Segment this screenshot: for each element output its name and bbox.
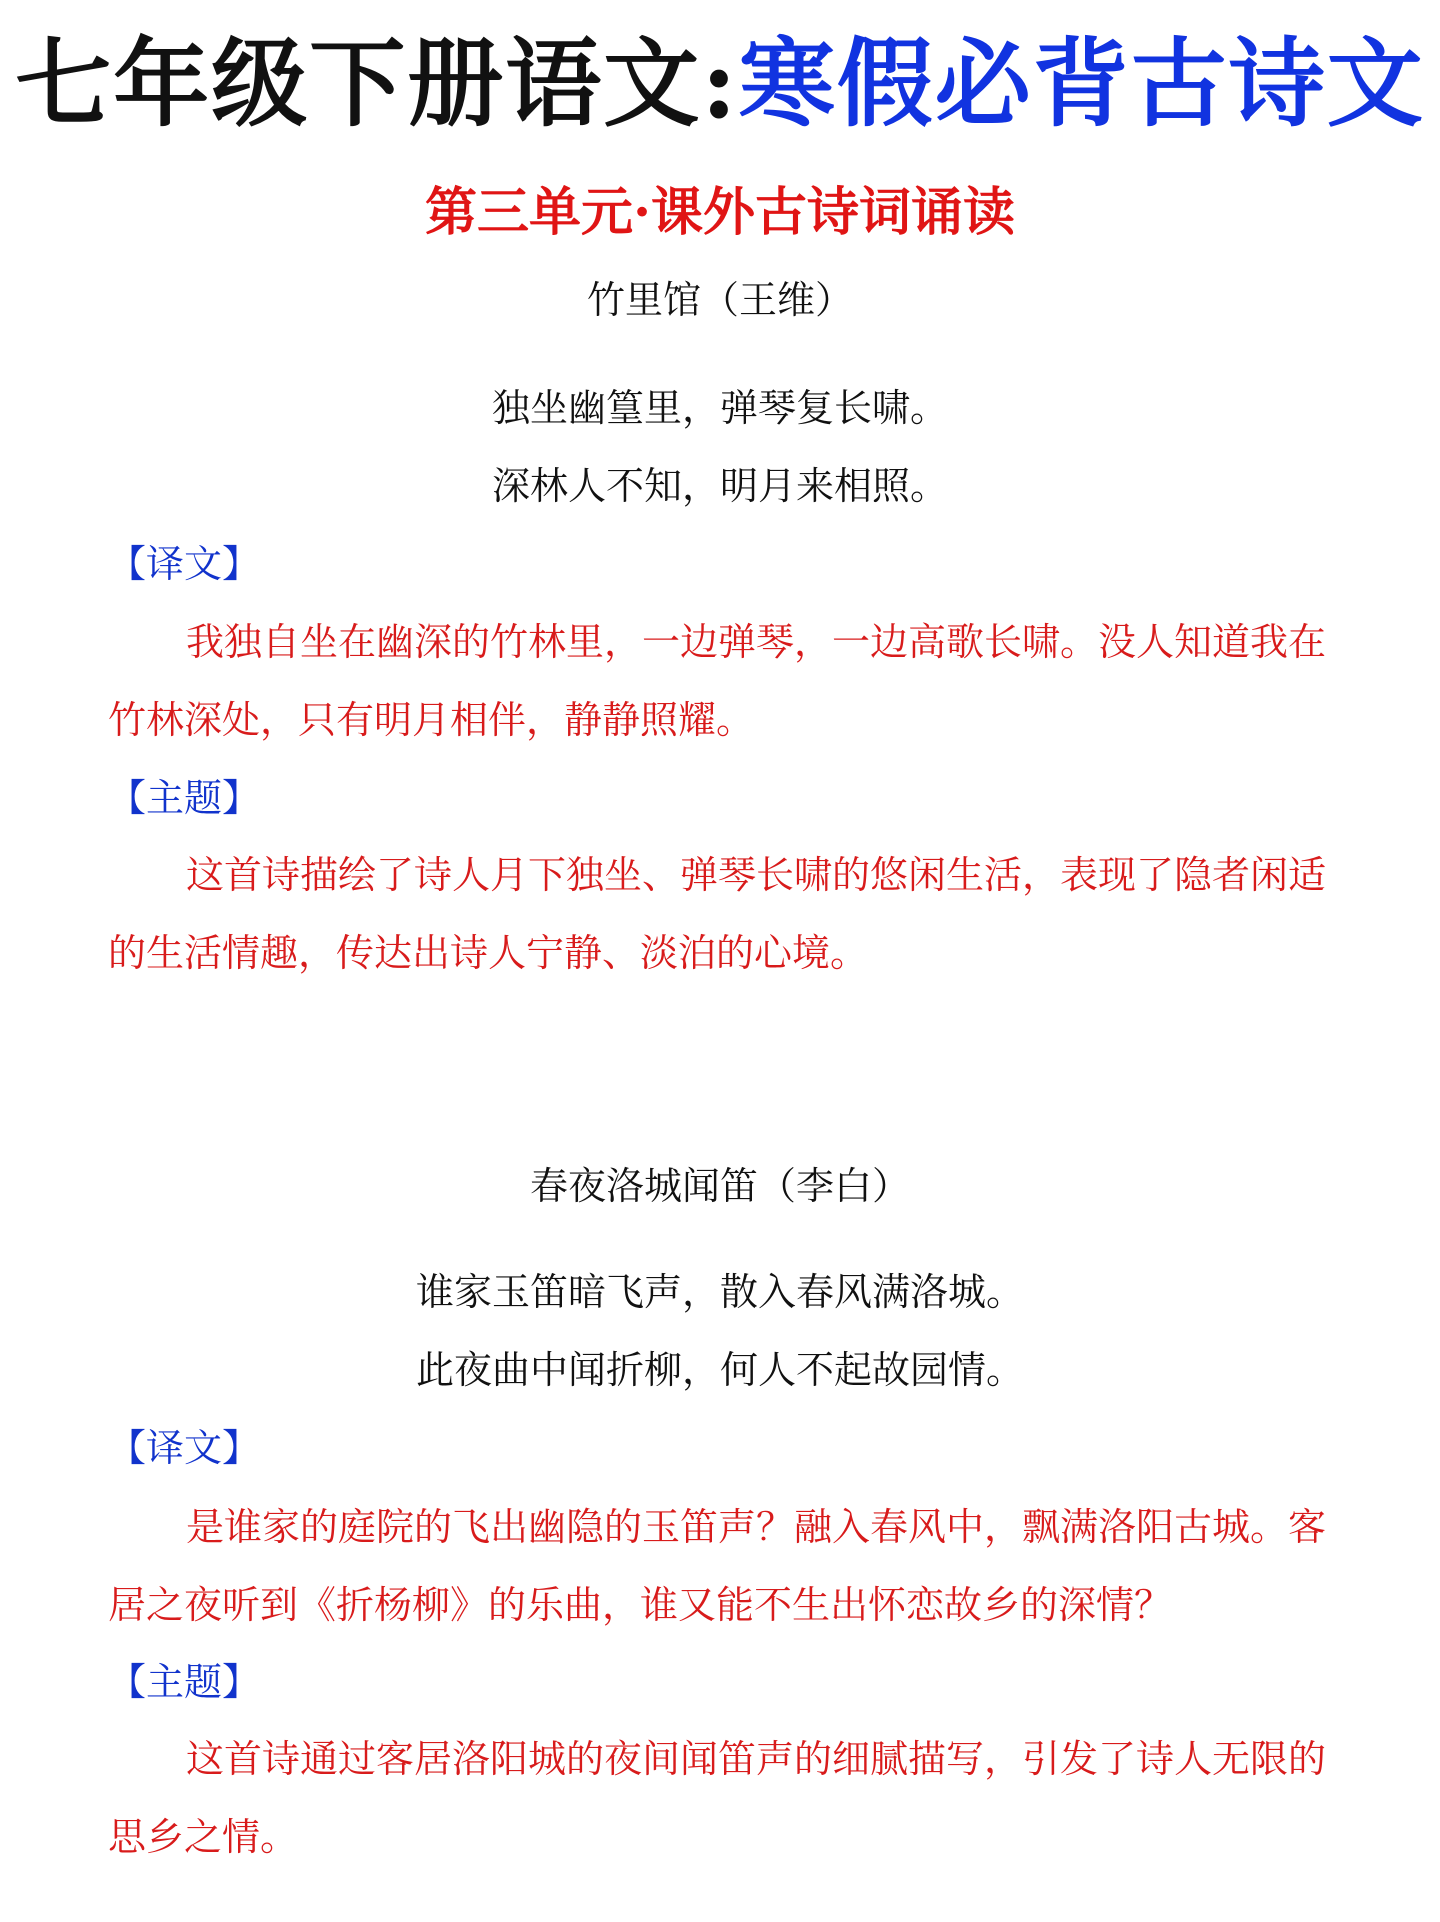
page-title-black-part: 七年级下册语文:: [15, 27, 739, 140]
translation-label: 【译文】: [108, 542, 261, 586]
page-title: [0, 24, 1440, 144]
translation-text: 是谁家的庭院的飞出幽隐的玉笛声？融入春风中，飘满洛阳古城。客居之夜听到《折杨柳》的乐曲，谁又能不生出怀恋故乡的深情？: [108, 1505, 1327, 1627]
theme-label: 【主题】: [108, 1660, 261, 1704]
unit-subtitle: 第三单元·课外古诗词诵读: [424, 182, 1016, 243]
poem-line: 深林人不知，明月来相照。: [491, 464, 948, 508]
translation-text: 我独自坐在幽深的竹林里，一边弹琴，一边高歌长啸。没人知道我在竹林深处，只有明月相伴，静静照耀。: [108, 620, 1327, 742]
theme-label: 【主题】: [108, 776, 261, 820]
page-title-blue-part: 寒假必背古诗文: [738, 27, 1425, 140]
poem-title: 竹里馆（王维）: [586, 278, 853, 322]
theme-text: 这首诗通过客居洛阳城的夜间闻笛声的细腻描写，引发了诗人无限的思乡之情。: [108, 1737, 1327, 1859]
poem-title: 春夜洛城闻笛（李白）: [529, 1164, 910, 1208]
poem-line: 独坐幽篁里，弹琴复长啸。: [491, 386, 948, 430]
poem-line: 谁家玉笛暗飞声，散入春风满洛城。: [415, 1270, 1024, 1314]
theme-text: 这首诗描绘了诗人月下独坐、弹琴长啸的悠闲生活，表现了隐者闲适的生活情趣，传达出诗人宁静、淡泊的心境。: [108, 853, 1327, 975]
translation-label: 【译文】: [108, 1426, 261, 1470]
poem-line: 此夜曲中闻折柳，何人不起故园情。: [415, 1348, 1024, 1392]
